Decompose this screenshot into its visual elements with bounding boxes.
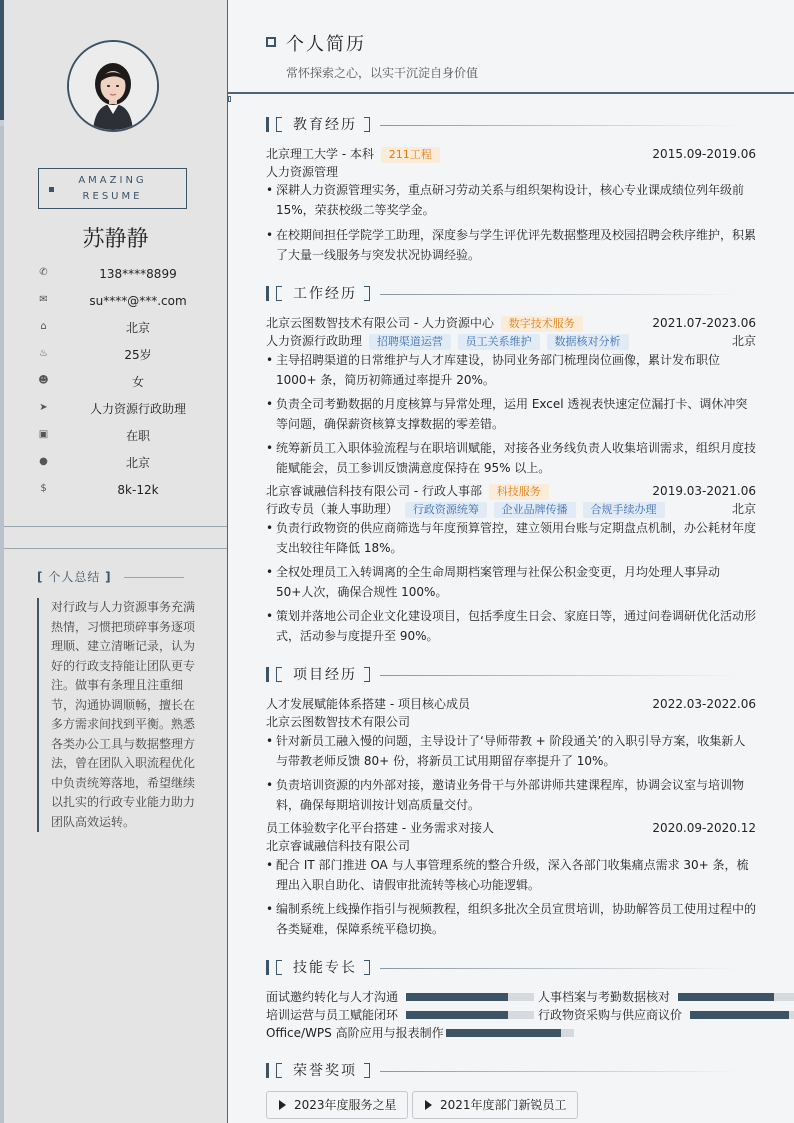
- job-industry-tag: 数字技术服务: [501, 316, 583, 332]
- project-title-row: [266, 819, 756, 837]
- contact-info-text: 138****8899: [99, 267, 177, 281]
- job-bullet: • 统筹新员工入职体验流程与在职培训赋能，对接各业务线负责人收集培训需求，组织月度技能赋能会，员工参训反馈满意度保持在 95% 以上。: [266, 439, 756, 478]
- project-dates: 2020.09-2020.12: [652, 821, 756, 835]
- mail-icon: ✉: [39, 294, 48, 305]
- education-section-heading: [266, 115, 756, 135]
- education-dates: 2015.09-2019.06: [652, 147, 756, 161]
- project-bullet: • 针对新员工融入慢的问题，主导设计了‘导师带教 + 阶段通关’的入职引导方案，收集新人与带教老师反馈 80+ 份，将新员工试用期留存率提升了 10%。: [266, 732, 756, 771]
- skill-level-bar: [678, 993, 794, 1001]
- education-bullet: • 在校期间担任学院学工助理，深度参与学生评优评先数据整理及校园招聘会秩序维护，积累了大量一线服务与突发状况协调经验。: [266, 226, 756, 265]
- education-bullet: • 深耕人力资源管理实务，重点研习劳动关系与组织架构设计，核心专业课成绩位列年级前15%，荣获校级二等奖学金。: [266, 181, 756, 220]
- job-role-row: [266, 500, 756, 518]
- header-rule: [228, 92, 794, 94]
- cake-icon: ♨: [39, 348, 48, 359]
- project-dates: 2022.03-2022.06: [652, 697, 756, 711]
- skill-level-fill: [690, 1011, 789, 1019]
- honors-title: 荣誉奖项: [293, 1063, 357, 1079]
- main-content: [228, 0, 794, 1123]
- job-skill-tag: 员工关系维护: [458, 334, 540, 350]
- profile-photo: [69, 42, 157, 130]
- school-tag: 211工程: [381, 147, 440, 163]
- skill-label: Office/WPS 高阶应用与报表制作: [266, 1026, 444, 1040]
- contact-info-text: 北京: [125, 321, 150, 335]
- job-industry-tag: 科技服务: [489, 484, 549, 500]
- skill-level-bar: [406, 993, 534, 1001]
- summary-text: 对行政与人力资源事务充满热情，习惯把琐碎事务逐项理顺、建立清晰记录，认为好的行政支持能让团队更专注。做事有条理且注重细节，沟通协调顺畅，擅长在多方需求间找到平衡。熟悉各类办公工具与数据整理方法，曾在团队入职流程优化中负责统筹落地，希望继续以扎实的行政专业能力助力团队高效运转。: [37, 598, 197, 832]
- contact-info-row: [4, 318, 227, 345]
- contact-info-list: [4, 264, 227, 507]
- job-bullet: • 全权处理员工入转调离的全生命周期档案管理与社保公积金变更，月均处理人事异动 50+人次，确保合规性 100%。: [266, 563, 756, 602]
- person-name: 苏静静: [82, 227, 149, 252]
- job-bullet: • 主导招聘渠道的日常维护与人才库建设，协同业务部门梳理岗位画像，累计发布职位1000+ 条，简历初筛通过率提升 20%。: [266, 351, 756, 390]
- job-skill-tag: 行政资源统筹: [405, 502, 487, 518]
- badge-line-2: RESUME: [82, 191, 143, 202]
- location-pin-icon: ●: [39, 456, 48, 467]
- avatar: [67, 40, 159, 132]
- project-company: 北京云图数智技术有限公司: [266, 715, 411, 729]
- contact-info-row: [4, 345, 227, 372]
- honors-section-heading: [266, 1061, 756, 1081]
- job-role: 人力资源行政助理: [266, 334, 363, 348]
- contact-info-text: 北京: [125, 456, 150, 470]
- job-skill-tag: 合规手续办理: [583, 502, 665, 518]
- badge-line-1: AMAZING: [78, 175, 147, 186]
- project-title-row: [266, 695, 756, 713]
- skill-label: 人事档案与考勤数据核对: [538, 990, 671, 1004]
- honor-label: 2021年度部门新锐员工: [440, 1098, 567, 1112]
- skills-section-heading: [266, 958, 756, 978]
- job-city: 北京: [731, 334, 756, 348]
- honor-badge: [412, 1091, 578, 1119]
- contact-info-text: 8k-12k: [117, 483, 159, 497]
- skill-level-fill: [446, 1029, 561, 1037]
- title-square-icon: [266, 37, 276, 47]
- job-company: 北京睿诚融信科技有限公司 - 行政人事部: [266, 484, 482, 498]
- skill-level-bar: [446, 1029, 574, 1037]
- contact-info-row: [4, 426, 227, 453]
- work-title: 工作经历: [293, 286, 357, 302]
- job-bullet: • 负责全司考勤数据的月度核算与异常处理，运用 Excel 透视表快速定位漏打卡、调休冲突等问题，确保薪资核算支撑数据的零差错。: [266, 395, 756, 434]
- education-title: 教育经历: [293, 117, 357, 133]
- contact-info-row: [4, 480, 227, 507]
- project-bullet: • 编制系统上线操作指引与视频教程，组织多批次全员宣贯培训，协助解答员工使用过程中的各类疑难，保障系统平稳切换。: [266, 900, 756, 939]
- skill-level-fill: [406, 993, 508, 1001]
- phone-icon: ✆: [39, 267, 48, 278]
- send-icon: ➤: [39, 402, 48, 413]
- education-school-row: [266, 145, 756, 163]
- skills-title: 技能专长: [293, 960, 357, 976]
- job-skill-tag: 企业品牌传播: [494, 502, 576, 518]
- contact-info-row: [4, 372, 227, 399]
- play-triangle-icon: [425, 1100, 432, 1110]
- page-title: 个人简历: [286, 34, 366, 55]
- job-company-row: [266, 314, 756, 332]
- summary-title: 个人总结: [48, 570, 101, 584]
- project-company: 北京睿诚融信科技有限公司: [266, 839, 411, 853]
- project-name: 人才发展赋能体系搭建 - 项目核心成员: [266, 697, 470, 711]
- contact-info-row: [4, 291, 227, 318]
- play-triangle-icon: [279, 1100, 286, 1110]
- amazing-resume-badge: [38, 168, 187, 209]
- skill-label: 面试邀约转化与人才沟通: [266, 990, 399, 1004]
- sidebar-divider: [4, 548, 227, 549]
- job-role-row: [266, 332, 756, 350]
- school-name: 北京理工大学 - 本科: [266, 147, 374, 161]
- job-role: 行政专员（兼人事助理）: [266, 502, 399, 516]
- project-bullet: • 配合 IT 部门推进 OA 与人事管理系统的整合升级，深入各部门收集痛点需求 30+ 条，梳理出入职自助化、请假审批流转等核心功能逻辑。: [266, 856, 756, 895]
- work-section-heading: [266, 284, 756, 304]
- job-skill-tag: 招聘渠道运营: [369, 334, 451, 350]
- contact-info-text: 人力资源行政助理: [89, 402, 186, 416]
- skill-level-bar: [406, 1011, 534, 1019]
- skill-level-fill: [678, 993, 774, 1001]
- job-bullet: • 策划并落地公司企业文化建设项目，包括季度生日会、家庭日等，通过问卷调研优化活动形式，活动参与度提升至 90%。: [266, 607, 756, 646]
- honor-label: 2023年度服务之星: [294, 1098, 397, 1112]
- job-skill-tag: 数据核对分析: [547, 334, 629, 350]
- contact-info-text: 25岁: [124, 348, 152, 362]
- job-bullet: • 负责行政物资的供应商筛选与年度预算管控，建立领用台账与定期盘点机制，办公耗材年度支出较往年降低 18%。: [266, 519, 756, 558]
- job-city: 北京: [731, 502, 756, 516]
- smiley-icon: ☻: [38, 375, 49, 386]
- job-company-row: [266, 482, 756, 500]
- job-dates: 2019.03-2021.06: [652, 484, 756, 498]
- contact-info-row: [4, 399, 227, 426]
- contact-info-row: [4, 264, 227, 291]
- education-major: 人力资源管理: [266, 165, 339, 179]
- summary-heading-rule: [124, 577, 184, 578]
- project-name: 员工体验数字化平台搭建 - 业务需求对接人: [266, 821, 494, 835]
- job-company: 北京云图数智技术有限公司 - 人力资源中心: [266, 316, 494, 330]
- skill-label: 行政物资采购与供应商议价: [538, 1008, 683, 1022]
- contact-info-text: su****@***.com: [89, 294, 187, 308]
- projects-section-heading: [266, 665, 756, 685]
- page-subtitle: 常怀探索之心，以实干沉淀自身价值: [286, 66, 479, 80]
- honor-badge: [266, 1091, 408, 1119]
- skill-label: 培训运营与员工赋能闭环: [266, 1008, 399, 1022]
- contact-info-row: [4, 453, 227, 480]
- briefcase-icon: ▣: [38, 429, 49, 440]
- projects-title: 项目经历: [293, 667, 357, 683]
- skill-level-bar: [690, 1011, 794, 1019]
- home-icon: ⌂: [40, 321, 47, 332]
- header-rule-tick: [228, 96, 231, 102]
- contact-info-text: 在职: [125, 429, 150, 443]
- salary-icon: $: [40, 483, 47, 494]
- badge-square-icon: [49, 187, 54, 192]
- contact-info-text: 女: [131, 375, 144, 389]
- skill-level-fill: [406, 1011, 508, 1019]
- sidebar-divider: [4, 526, 227, 527]
- sidebar: [4, 0, 227, 1123]
- summary-heading: [ 个人总结 ]: [37, 570, 112, 584]
- job-dates: 2021.07-2023.06: [652, 316, 756, 330]
- project-bullet: • 负责培训资源的内外部对接，邀请业务骨干与外部讲师共建课程库，协调会议室与培训物料，确保每期培训按计划高质量交付。: [266, 776, 756, 815]
